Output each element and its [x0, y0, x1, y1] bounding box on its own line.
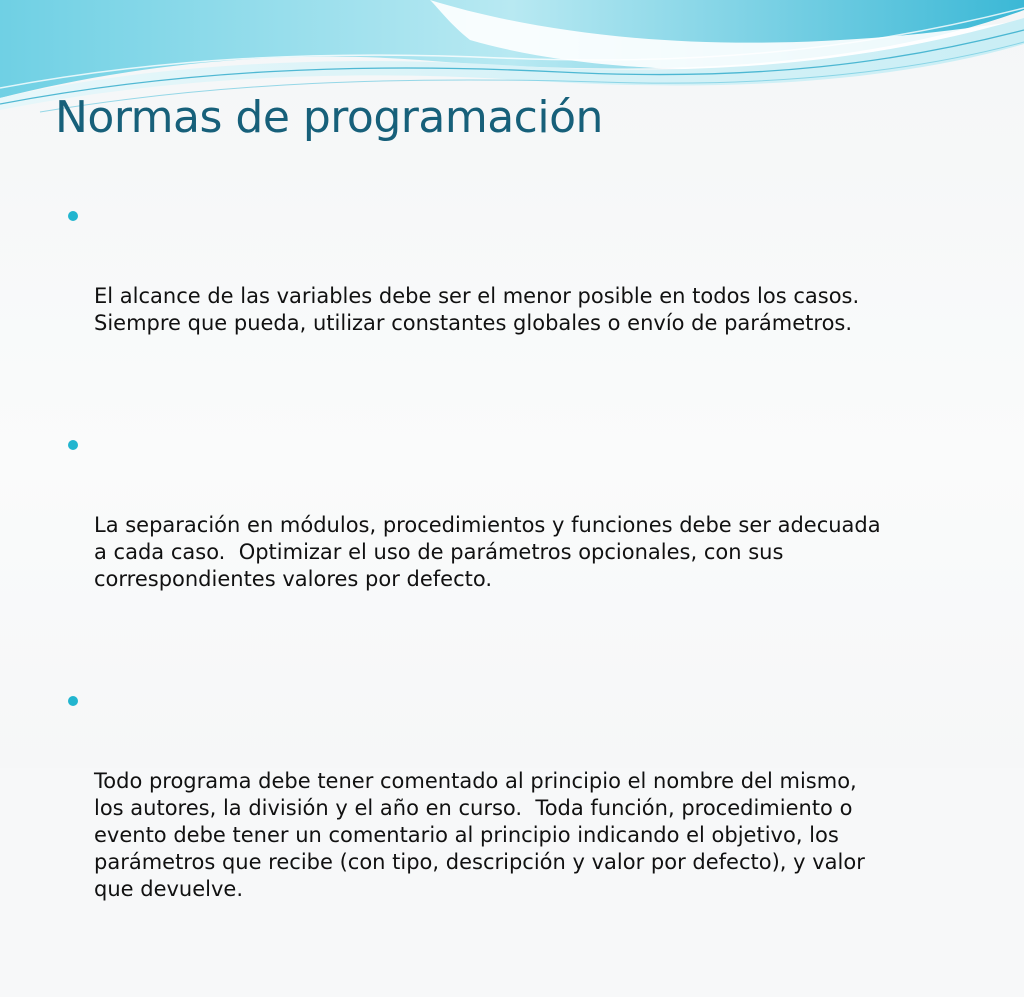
bullet-text: La separación en módulos, procedimientos y funciones debe ser adecuada a cada caso. Optimizar el uso de parámetros opcionales, con sus correspondientes valores por defecto. — [94, 513, 881, 591]
slide-title: Normas de programación — [55, 92, 603, 143]
filled-circle-bullet-icon — [68, 696, 78, 706]
bullet-text: Todo programa debe tener comentado al principio el nombre del mismo, los autores, la división y el año en curso. Toda función, procedimiento o evento debe tener un comentario al principio indicando el objetivo, los parámetros que recibe (con tipo, descripción y valor por defecto), y valor que devuelve. — [94, 769, 865, 901]
bullet-item — [68, 202, 968, 391]
bullet-list — [68, 202, 968, 997]
filled-circle-bullet-icon — [68, 440, 78, 450]
bullet-item — [68, 431, 968, 647]
filled-circle-bullet-icon — [68, 211, 78, 221]
bullet-item — [68, 687, 968, 957]
bullet-text: El alcance de las variables debe ser el menor posible en todos los casos. Siempre que pueda, utilizar constantes globales o envío de parámetros. — [94, 284, 860, 335]
